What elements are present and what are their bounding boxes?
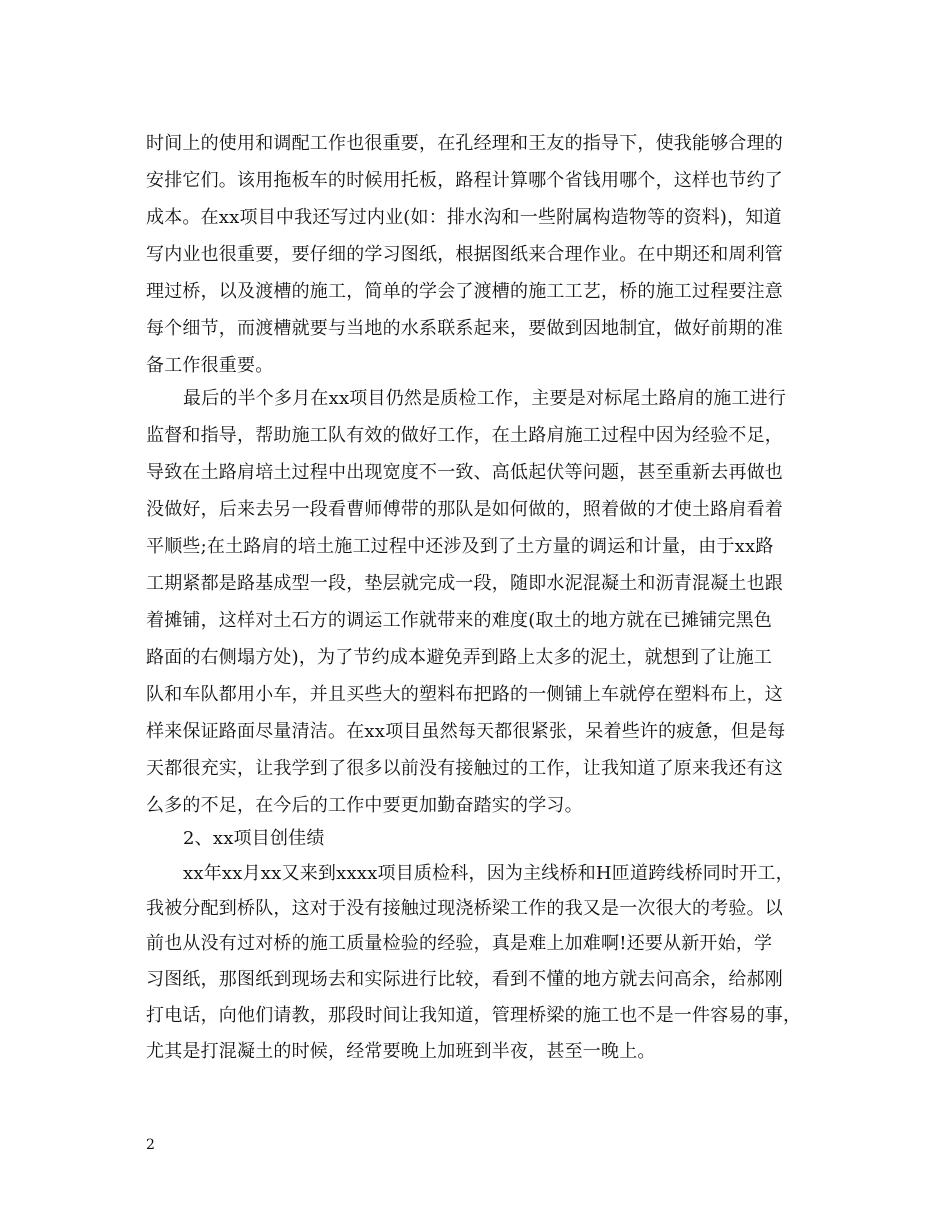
text-line: 我被分配到桥队，这对于没有接触过现浇桥梁工作的我又是一次很大的考验。以 [146,898,783,919]
text-line: 尤其是打混凝土的时候，经常要晚上加班到半夜，甚至一晚上。 [146,1041,656,1062]
text-line: 没做好，后来去另一段看曹师傅带的那队是如何做的，照着做的才使土路肩看着 [146,499,783,520]
text-line: 样来保证路面尽量清洁。在xx项目虽然每天都很紧张，呆着些许的疲惫，但是每 [146,721,786,742]
text-line: 每个细节，而渡槽就要与当地的水系联系起来，要做到因地制宜，做好前期的准 [146,318,783,339]
text-line: 成本。在xx项目中我还写过内业(如：排水沟和一些附属构造物等的资料)，知道 [146,207,782,228]
text-line: 天都很充实，让我学到了很多以前没有接触过的工作，让我知道了原来我还有这 [146,758,783,779]
text-line: 写内业也很重要，要仔细的学习图纸，根据图纸来合理作业。在中期还和周利管 [146,244,783,265]
text-line: 平顺些;在土路肩的培土施工过程中还涉及到了土方量的调运和计量，由于xx路 [146,536,774,557]
text-line: 么多的不足，在今后的工作中要更加勤奋踏实的学习。 [146,795,583,816]
text-line: 路面的右侧塌方处)，为了节约成本避免弄到路上太多的泥土，就想到了让施工 [146,647,773,668]
text-line: 理过桥，以及渡槽的施工，简单的学会了渡槽的施工工艺，桥的施工过程要注意 [146,281,783,302]
text-line: 打电话，向他们请教，那段时间让我知道，管理桥梁的施工也不是一件容易的事， [146,1005,802,1026]
text-line: 监督和指导，帮助施工队有效的做好工作，在土路肩施工过程中因为经验不足， [146,425,783,446]
text-line: 安排它们。该用拖板车的时候用托板，路程计算哪个省钱用哪个，这样也节约了 [146,170,783,191]
paragraph-start-line: 最后的半个多月在xx项目仍然是质检工作，主要是对标尾土路肩的施工进行 [183,388,787,409]
page-number: 2 [146,1137,155,1153]
text-line: 队和车队都用小车，并且买些大的塑料布把路的一侧铺上车就停在塑料布上，这 [146,684,783,705]
text-line: 工期紧都是路基成型一段，垫层就完成一段，随即水泥混凝土和沥青混凝土也跟 [146,573,783,594]
section-heading: 2、xx项目创佳绩 [183,828,325,849]
text-line: 着摊铺，这样对土石方的调运工作就带来的难度(取土的地方就在已摊铺完黑色 [146,610,773,631]
paragraph-start-line: xx年xx月xx又来到xxxx项目质检科，因为主线桥和H匝道跨线桥同时开工， [183,863,794,884]
text-line: 时间上的使用和调配工作也很重要，在孔经理和王友的指导下，使我能够合理的 [146,133,783,154]
text-line: 习图纸，那图纸到现场去和实际进行比较，看到不懂的地方就去问高余，给郝刚 [146,969,783,990]
text-line: 备工作很重要。 [146,355,274,376]
text-line: 前也从没有过对桥的施工质量检验的经验，真是难上加难啊!还要从新开始，学 [146,933,773,954]
text-line: 导致在土路肩培土过程中出现宽度不一致、高低起伏等问题，甚至重新去再做也 [146,462,783,483]
